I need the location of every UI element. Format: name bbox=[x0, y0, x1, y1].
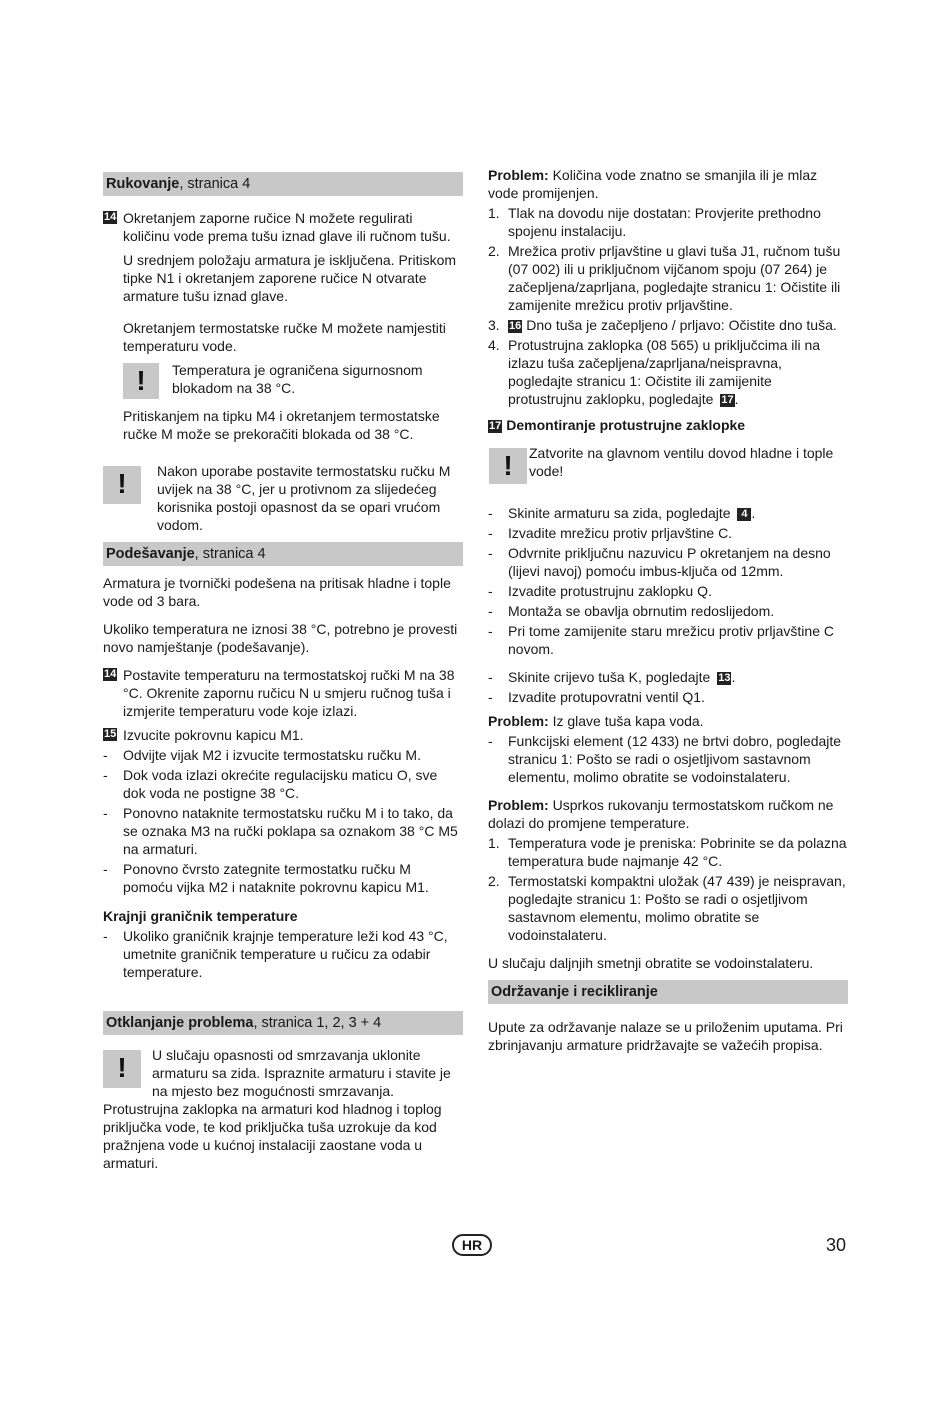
left-column bbox=[103, 172, 463, 1172]
list-item: - Izvadite protupovratni ventil Q1. bbox=[488, 688, 848, 706]
step-number-badge: 17 bbox=[489, 420, 502, 432]
list-item: - Skinite crijevo tuša K, pogledajte 13. bbox=[488, 668, 848, 686]
list-item: 3. 16 Dno tuša je začepljeno / prljavo: Očistite dno tuša. bbox=[488, 317, 837, 333]
list-item: - Montaža se obavlja obrnutim redoslijedom. bbox=[488, 602, 848, 620]
list-item: - Odvrnite priključnu nazuvicu P okretanjem na desno (lijevi navoj) pomoću imbus-ključa od 12mm. bbox=[488, 544, 848, 580]
list-item: 1. Tlak na dovodu nije dostatan: Provjerite prethodno spojenu instalaciju. bbox=[488, 205, 821, 239]
podesavanje-paragraph: Ukoliko temperatura ne iznosi 38 °C, potrebno je provesti novo namještanje (podešavanje). bbox=[103, 621, 458, 655]
list-item: - Izvadite protustrujnu zaklopku Q. bbox=[488, 582, 848, 600]
list-item: - Skinite armaturu sa zida, pogledajte 4 . bbox=[488, 504, 848, 522]
warning-block bbox=[488, 444, 848, 494]
step-number-badge: 15 bbox=[104, 728, 117, 740]
section-header-rukovanje: Rukovanje, stranica 4 bbox=[103, 172, 463, 196]
problem-2: Problem: Iz glave tuša kapa voda. bbox=[488, 713, 704, 729]
rukovanje-paragraph: U srednjem položaju armatura je isključena. Pritiskom tipke N1 i okretanjem zaporene ručice N otvarate armature tušu iznad glave. bbox=[123, 252, 457, 304]
warning-icon: ! bbox=[103, 466, 141, 504]
subheading-krajnji: Krajnji graničnik temperature bbox=[103, 908, 298, 924]
warning-text: Zatvorite na glavnom ventilu dovod hladne i tople vode! bbox=[529, 445, 834, 479]
warning-block bbox=[103, 462, 463, 534]
step-number-badge: 14 bbox=[104, 211, 117, 223]
subheading-demontiranje: 17 Demontiranje protustrujne zaklopke bbox=[489, 417, 746, 433]
podesavanje-step-15: 15 Izvucite pokrovnu kapicu M1. bbox=[104, 727, 304, 743]
warning-block bbox=[103, 361, 463, 401]
warning-icon: ! bbox=[489, 448, 527, 484]
rukovanje-paragraph: Pritiskanjem na tipku M4 i okretanjem termostatske ručke M može se prekoračiti blokada od 38 °C. bbox=[123, 408, 440, 442]
right-column bbox=[488, 166, 848, 1054]
odrzavanje-paragraph: Upute za održavanje nalaze se u priloženim uputama. Pri zbrinjavanju armature pridržavajte se važećih propisa. bbox=[488, 1019, 843, 1053]
list-item: - Ukoliko graničnik krajnje temperature leži kod 43 °C, umetnite graničnik temperature u ručicu za odabir temperature. bbox=[103, 927, 463, 981]
step-number-badge: 4 bbox=[737, 508, 751, 521]
list-item: 4. Protustrujna zaklopka (08 565) u priključcima ili na izlazu tuša začepljena/zaprljana/neispravna, pogledajte stranicu 1: Očistite ili zamijenite protustrujnu zaklopku, pogledajte 17. bbox=[488, 337, 821, 407]
step-number-badge: 13 bbox=[718, 672, 731, 684]
list-item: - Ponovno čvrsto zategnite termostatku ručku M pomoću vijka M2 i nataknite pokrovnu kapicu M1. bbox=[103, 860, 463, 896]
list-item: 1. Temperatura vode je preniska: Pobrinite se da polazna temperatura bude najmanje 42 °C. bbox=[488, 835, 847, 869]
list-item: - Funkcijski element (12 433) ne brtvi dobro, pogledajte stranicu 1: Pošto se radi o osjetljivom sastavnom elementu, molimo obratite se vodoinstalateru. bbox=[488, 732, 848, 786]
language-badge: HR bbox=[452, 1234, 492, 1256]
problem-1: Problem: Količina vode znatno se smanjila ili je mlaz vode promijenjen. bbox=[488, 167, 818, 201]
list-item: - Ponovno nataknite termostatsku ručku M i to tako, da se oznaka M3 na ručki poklapa sa oznakom 38 °C M5 na armaturi. bbox=[103, 804, 463, 858]
otklanjanje-paragraph: Protustrujna zaklopka na armaturi kod hladnog i toplog priključka vode, te kod priključka tuša uzrokuje da kod pražnjena vode u kućnoj instalaciji zaostane voda u armaturi. bbox=[103, 1101, 442, 1171]
section-header-otklanjanje: Otklanjanje problema, stranica 1, 2, 3 + 4 bbox=[103, 1011, 463, 1035]
list-item: 2. Mrežica protiv prljavštine u glavi tuša J1, ručnom tušu (07 002) ili u priključnom vijčanom spoju (07 264) je začepljena/zaprljana, pogledajte stranicu 1: Očistite ili zamijenite mrežicu protiv prljavštine. bbox=[488, 243, 841, 313]
warning-text: Nakon uporabe postavite termostatsku ručku M uvijek na 38 °C, jer u protivnom za slijedećeg korisnika postoji opasnost da se opari vrućom vodom. bbox=[157, 463, 451, 533]
warning-text: Temperatura je ograničena sigurnosnom blokadom na 38 °C. bbox=[172, 362, 423, 396]
rukovanje-paragraph: Okretanjem termostatske ručke M možete namjestiti temperaturu vode. bbox=[123, 320, 446, 354]
page-number: 30 bbox=[826, 1235, 847, 1255]
problem-3: Problem: Usprkos rukovanju termostatskom ručkom ne dolazi do promjene temperature. bbox=[488, 797, 834, 831]
podesavanje-step-14: 14 Postavite temperaturu na termostatskoj ručki M na 38 °C. Okrenite zapornu ručicu N u smjeru ručnog tuša i izmjerite temperaturu vode koje izlazi. bbox=[104, 667, 455, 719]
list-item: 2. Termostatski kompaktni uložak (47 439) je neispravan, pogledajte stranicu 1: Pošto se radi o osjetljivom sastavnom elementu, molimo obratite se vodoinstalateru. bbox=[488, 873, 846, 943]
step-number-badge: 17 bbox=[721, 394, 734, 406]
podesavanje-paragraph: Armatura je tvornički podešena na pritisak hladne i tople vode od 3 bara. bbox=[103, 575, 451, 609]
list-item: - Odvijte vijak M2 i izvucite termostatsku ručku M. bbox=[103, 746, 463, 764]
list-item: - Izvadite mrežicu protiv prljavštine C. bbox=[488, 524, 848, 542]
warning-text: U slučaju opasnosti od smrzavanja uklonite armaturu sa zida. Ispraznite armaturu i stavite je na mjesto bez mogućnosti smrzavanja. bbox=[152, 1047, 451, 1099]
list-item: - Dok voda izlazi okrećite regulacijsku maticu O, sve dok voda ne postigne 38 °C. bbox=[103, 766, 463, 802]
section-header-odrzavanje: Održavanje i recikliranje bbox=[488, 980, 848, 1004]
final-paragraph: U slučaju daljnjih smetnji obratite se vodoinstalateru. bbox=[488, 955, 814, 971]
warning-block bbox=[103, 1046, 463, 1100]
step-number-badge: 16 bbox=[509, 320, 522, 332]
section-header-podesavanje: Podešavanje, stranica 4 bbox=[103, 542, 463, 566]
warning-icon: ! bbox=[123, 363, 159, 399]
step-number-badge: 14 bbox=[104, 668, 117, 680]
list-item: - Pri tome zamijenite staru mrežicu protiv prljavštine C novom. bbox=[488, 622, 848, 658]
warning-icon: ! bbox=[103, 1050, 141, 1088]
rukovanje-step-14: 14 Okretanjem zaporne ručice N možete regulirati količinu vode prema tušu iznad glave ili ručnom tušu. bbox=[104, 210, 451, 244]
